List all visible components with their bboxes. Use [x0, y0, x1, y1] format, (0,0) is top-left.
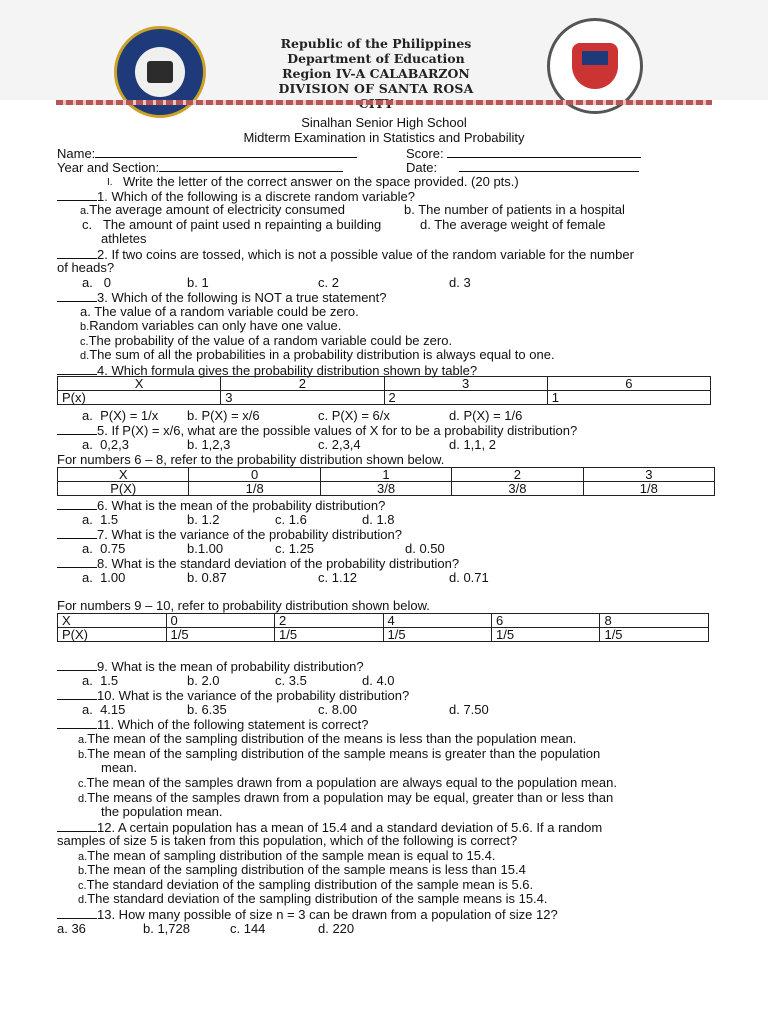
table-cell: 1: [547, 391, 710, 405]
question-12: 12. A certain population has a mean of 15.4 and a standard deviation of 5.6. If a random: [57, 820, 602, 835]
date-blank[interactable]: [459, 160, 639, 172]
table-cell: P(X): [58, 482, 189, 496]
q1-choice-a: a.The average amount of electricity consumed: [80, 202, 345, 217]
q8-choice-d: d. 0.71: [449, 570, 489, 585]
q4-distribution-table: [57, 376, 711, 405]
table-cell: 2: [452, 468, 583, 482]
table-cell: 3: [583, 468, 714, 482]
q12-choice-b: b.The mean of the sampling distribution of the sample means is less than 15.4: [78, 862, 526, 877]
q9-choice-c: c. 3.5: [275, 673, 307, 688]
agency-region: Region IV-A CALABARZON: [282, 66, 470, 81]
exam-title: Midterm Examination in Statistics and Probability: [243, 130, 525, 145]
table-cell: P(x): [58, 391, 221, 405]
set2-intro: For numbers 9 – 10, refer to probability distribution shown below.: [57, 598, 430, 613]
answer-blank[interactable]: [57, 189, 97, 201]
question-9: 9. What is the mean of probability distribution?: [57, 659, 364, 674]
q9-choice-b: b. 2.0: [187, 673, 220, 688]
answer-blank[interactable]: [57, 688, 97, 700]
year-section-label: Year and Section:: [57, 160, 160, 175]
q5-choice-d: d. 1,1, 2: [449, 437, 496, 452]
question-1: 1. Which of the following is a discrete random variable?: [57, 189, 415, 204]
answer-blank[interactable]: [57, 717, 97, 729]
answer-blank[interactable]: [57, 247, 97, 259]
q10-choice-d: d. 7.50: [449, 702, 489, 717]
q13-choice-d: d. 220: [318, 921, 355, 936]
table-cell: P(X): [58, 628, 167, 642]
set2-distribution-table: [57, 613, 709, 642]
name-label: Name:: [57, 146, 96, 161]
q6-choice-b: b. 1.2: [187, 512, 220, 527]
q13-choice-b: b. 1,728: [143, 921, 190, 936]
answer-blank[interactable]: [57, 423, 97, 435]
q6-choice-a: a. 1.5: [82, 512, 119, 527]
score-field[interactable]: [406, 146, 641, 161]
q10-choice-c: c. 8.00: [318, 702, 358, 717]
q4-choice-a: a. P(X) = 1/x: [82, 408, 159, 423]
q10-choice-b: b. 6.35: [187, 702, 227, 717]
table-cell: 1/8: [189, 482, 320, 496]
q1-choice-d-cont: athletes: [101, 231, 147, 246]
table-row: [58, 482, 715, 496]
answer-blank[interactable]: [57, 907, 97, 919]
question-5: 5. If P(X) = x/6, what are the possible values of X for to be a probability distribution?: [57, 423, 577, 438]
score-blank[interactable]: [447, 146, 641, 158]
table-cell: 3: [221, 391, 384, 405]
table-cell: 1/5: [491, 628, 599, 642]
table-cell: 2: [275, 614, 383, 628]
q11-choice-b-cont: mean.: [101, 760, 138, 775]
q11-choice-c: c.The mean of the samples drawn from a population are always equal to the population mean.: [78, 775, 617, 790]
instruction-numeral: I.: [107, 177, 113, 188]
answer-blank[interactable]: [57, 659, 97, 671]
q1-choice-c: c. The amount of paint used n repainting a building: [82, 217, 382, 232]
q7-choice-d: d. 0.50: [405, 541, 445, 556]
q11-choice-b: b.The mean of the sampling distribution of the sample means is greater than the population: [78, 746, 601, 761]
q3-choice-b: b.Random variables can only have one value.: [80, 318, 342, 333]
q12-choice-d: d.The standard deviation of the sampling distribution of the sample means is 15.4.: [78, 891, 548, 906]
table-row: [58, 628, 709, 642]
table-cell: 8: [600, 614, 709, 628]
q8-choice-b: b. 0.87: [187, 570, 227, 585]
table-cell: 3/8: [452, 482, 583, 496]
q2-choice-c: c. 2: [318, 275, 339, 290]
table-cell: 1/5: [166, 628, 274, 642]
table-cell: 3/8: [320, 482, 451, 496]
year-section-blank[interactable]: [159, 160, 343, 172]
question-2: 2. If two coins are tossed, which is not a possible value of the random variable for the number: [57, 247, 634, 262]
question-8: 8. What is the standard deviation of the probability distribution?: [57, 556, 459, 571]
q9-choice-a: a. 1.5: [82, 673, 119, 688]
score-label: Score:: [406, 146, 444, 161]
table-cell: X: [58, 377, 221, 391]
question-6: 6. What is the mean of the probability distribution?: [57, 498, 385, 513]
q11-choice-d-cont: the population mean.: [101, 804, 223, 819]
school-name: Sinalhan Senior High School: [301, 115, 467, 130]
header-divider: [56, 100, 712, 105]
q6-choice-d: d. 1.8: [362, 512, 395, 527]
q10-choice-a: a. 4.15: [82, 702, 126, 717]
set1-distribution-table: [57, 467, 715, 496]
q4-choice-c: c. P(X) = 6/x: [318, 408, 390, 423]
agency-division: DIVISION OF SANTA ROSA: [278, 81, 474, 96]
q8-choice-a: a. 1.00: [82, 570, 126, 585]
q12-choice-a: a.The mean of sampling distribution of the sample mean is equal to 15.4.: [78, 848, 496, 863]
table-row: [58, 391, 711, 405]
question-7: 7. What is the variance of the probability distribution?: [57, 527, 402, 542]
answer-blank[interactable]: [57, 820, 97, 832]
q1-choice-b: b. The number of patients in a hospital: [404, 202, 625, 217]
q2-choice-d: d. 3: [449, 275, 471, 290]
q2-choice-b: b. 1: [187, 275, 209, 290]
question-13: 13. How many possible of size n = 3 can be drawn from a population of size 12?: [57, 907, 558, 922]
answer-blank[interactable]: [57, 556, 97, 568]
q11-choice-a: a.The mean of the sampling distribution of the means is less than the population mean.: [78, 731, 577, 746]
table-cell: 4: [383, 614, 491, 628]
q4-choice-d: d. P(X) = 1/6: [449, 408, 523, 423]
table-row: [58, 468, 715, 482]
table-cell: 1/5: [600, 628, 709, 642]
q12-choice-c: c.The standard deviation of the sampling distribution of the sample mean is 5.6.: [78, 877, 534, 892]
q7-choice-c: c. 1.25: [275, 541, 315, 556]
instruction-text: Write the letter of the correct answer on the space provided. (20 pts.): [123, 174, 519, 189]
table-cell: 6: [491, 614, 599, 628]
table-cell: X: [58, 614, 167, 628]
question-11: 11. Which of the following statement is correct?: [57, 717, 368, 732]
table-cell: 3: [384, 377, 547, 391]
q13-choice-c: c. 144: [230, 921, 266, 936]
table-cell: 1/8: [583, 482, 714, 496]
q3-choice-a: a. The value of a random variable could be zero.: [80, 304, 359, 319]
q8-choice-c: c. 1.12: [318, 570, 358, 585]
q5-choice-a: a. 0,2,3: [82, 437, 129, 452]
table-cell: X: [58, 468, 189, 482]
answer-blank[interactable]: [57, 290, 97, 302]
table-cell: 2: [384, 391, 547, 405]
q4-choice-b: b. P(X) = x/6: [187, 408, 260, 423]
q7-choice-b: b.1.00: [187, 541, 224, 556]
name-field[interactable]: [57, 146, 357, 161]
set1-intro: For numbers 6 – 8, refer to the probability distribution shown below.: [57, 452, 445, 467]
question-2-cont: of heads?: [57, 260, 115, 275]
table-cell: 2: [221, 377, 384, 391]
date-label: Date:: [406, 160, 438, 175]
q13-choice-a: a. 36: [57, 921, 86, 936]
agency-republic: Republic of the Philippines: [280, 36, 472, 51]
table-row: [58, 614, 709, 628]
question-10: 10. What is the variance of the probability distribution?: [57, 688, 409, 703]
answer-blank[interactable]: [57, 527, 97, 539]
q3-choice-c: c.The probability of the value of a random variable could be zero.: [80, 333, 453, 348]
table-row: [58, 377, 711, 391]
table-cell: 6: [547, 377, 710, 391]
table-cell: 1/5: [383, 628, 491, 642]
q9-choice-d: d. 4.0: [362, 673, 395, 688]
year-section-field[interactable]: [57, 160, 343, 175]
table-cell: 1: [320, 468, 451, 482]
q1-choice-d: d. The average weight of female: [420, 217, 606, 232]
agency-department: Department of Education: [287, 51, 465, 66]
table-cell: 0: [189, 468, 320, 482]
answer-blank[interactable]: [57, 363, 97, 375]
letterhead: [0, 0, 768, 100]
question-3: 3. Which of the following is NOT a true statement?: [57, 290, 387, 305]
table-cell: 1/5: [275, 628, 383, 642]
name-blank[interactable]: [95, 146, 357, 158]
answer-blank[interactable]: [57, 498, 97, 510]
q5-choice-b: b. 1,2,3: [187, 437, 231, 452]
q11-choice-d: d.The means of the samples drawn from a population may be equal, greater than or less than: [78, 790, 614, 805]
question-12-cont: samples of size 5 is taken from this population, which of the following is correct?: [57, 833, 518, 848]
question-4: 4. Which formula gives the probability distribution shown by table?: [57, 363, 477, 378]
q3-choice-d: d.The sum of all the probabilities in a probability distribution is always equal to one.: [80, 347, 555, 362]
q7-choice-a: a. 0.75: [82, 541, 126, 556]
date-field[interactable]: [406, 160, 639, 175]
q2-choice-a: a. 0: [82, 275, 111, 290]
q5-choice-c: c. 2,3,4: [318, 437, 361, 452]
q6-choice-c: c. 1.6: [275, 512, 307, 527]
table-cell: 0: [166, 614, 274, 628]
